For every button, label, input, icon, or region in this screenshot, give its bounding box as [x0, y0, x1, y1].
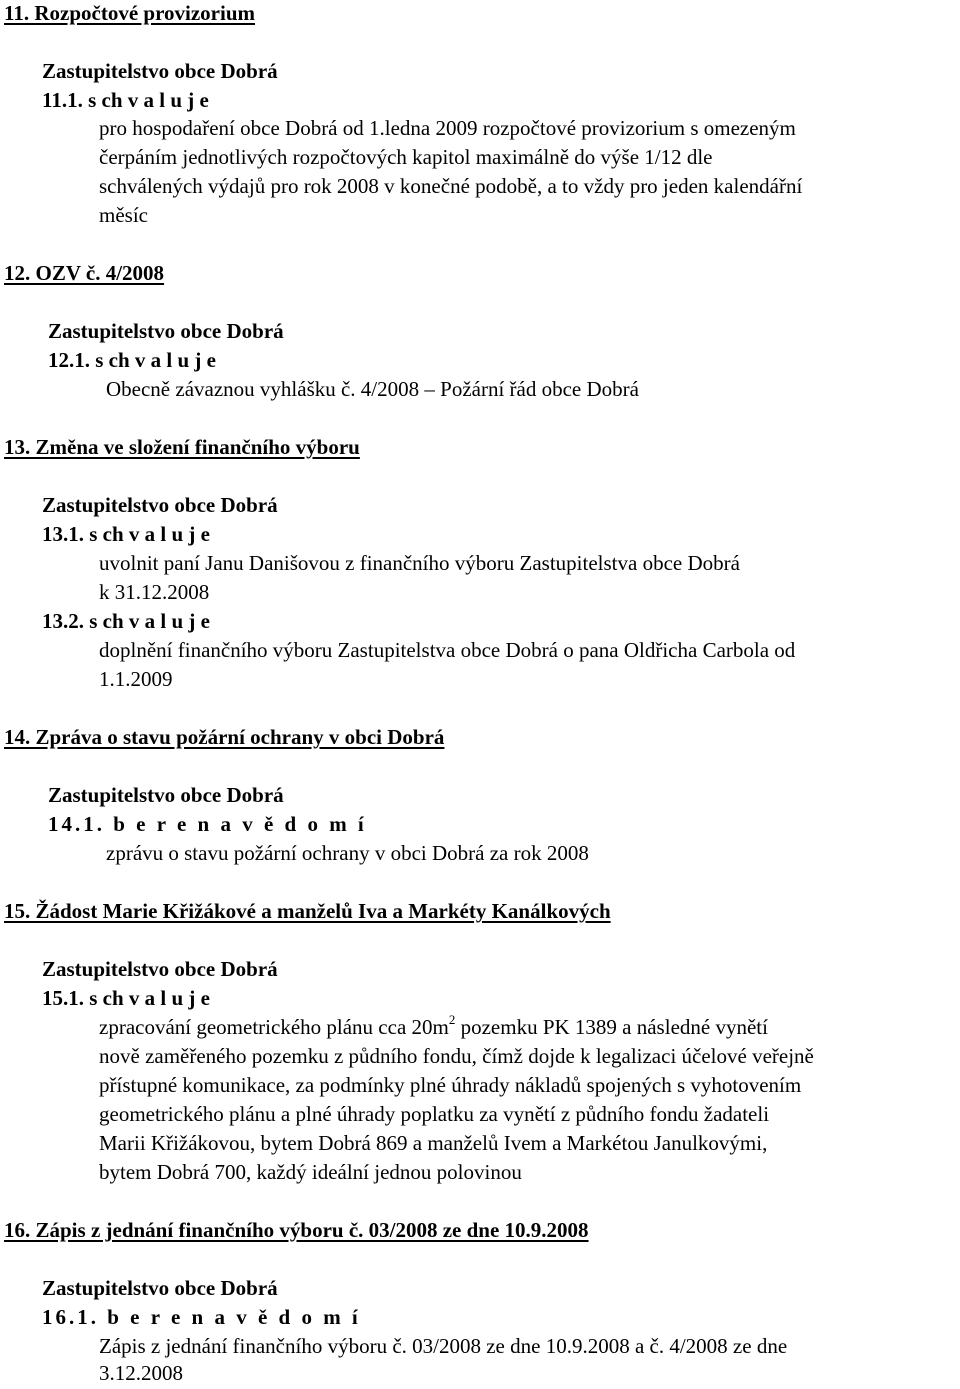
item-14-1-line: zprávu o stavu požární ochrany v obci Dobrá za rok 2008	[106, 841, 589, 865]
item-12-1-line: Obecně závaznou vyhlášku č. 4/2008 – Požární řád obce Dobrá	[106, 377, 639, 401]
item-15-1-line: Marii Křižákovou, bytem Dobrá 869 a manželů Ivem a Markétou Janulkovými,	[99, 1131, 768, 1155]
section-13-heading: 13. Změna ve složení finančního výboru	[4, 435, 360, 459]
item-15-1-text: pozemku PK 1389 a následné vynětí	[455, 1015, 768, 1039]
section-16-body: Zastupitelstvo obce Dobrá	[42, 1276, 278, 1300]
item-12-1-label: 12.1. s ch v a l u j e	[48, 348, 216, 372]
item-13-1-label: 13.1. s ch v a l u j e	[42, 522, 210, 546]
item-13-2-line: doplnění finančního výboru Zastupitelstva obce Dobrá o pana Oldřicha Carbola od	[99, 638, 796, 662]
item-16-1-line: 3.12.2008	[99, 1361, 183, 1385]
item-11-1-line: měsíc	[99, 203, 148, 227]
section-14-body: Zastupitelstvo obce Dobrá	[48, 783, 284, 807]
section-11-body: Zastupitelstvo obce Dobrá	[42, 59, 278, 83]
item-16-1-line: Zápis z jednání finančního výboru č. 03/2008 ze dne 10.9.2008 a č. 4/2008 ze dne	[99, 1334, 788, 1358]
item-15-1-text: zpracování geometrického plánu cca 20m	[99, 1015, 449, 1039]
section-15-heading: 15. Žádost Marie Křižákové a manželů Iva a Markéty Kanálkových	[4, 899, 611, 923]
item-13-1-line: k 31.12.2008	[99, 580, 210, 604]
item-15-1-line: přístupné komunikace, za podmínky plné úhrady nákladů spojených s vyhotovením	[99, 1073, 802, 1097]
item-15-1-line	[99, 1012, 768, 1039]
item-11-1-label: 11.1. s ch v a l u j e	[42, 88, 209, 112]
superscript: 2	[448, 1012, 456, 1027]
item-11-1-line: schválených výdajů pro rok 2008 v konečné podobě, a to vždy pro jeden kalendářní	[99, 174, 803, 198]
item-15-1-line: nově zaměřeného pozemku z půdního fondu, čímž dojde k legalizaci účelové veřejně	[99, 1044, 814, 1068]
section-16-heading: 16. Zápis z jednání finančního výboru č. 03/2008 ze dne 10.9.2008	[4, 1218, 589, 1242]
item-11-1-line: pro hospodaření obce Dobrá od 1.ledna 2009 rozpočtové provizorium s omezeným	[99, 116, 796, 140]
item-13-2-label: 13.2. s ch v a l u j e	[42, 609, 210, 633]
section-15-body: Zastupitelstvo obce Dobrá	[42, 957, 278, 981]
item-11-1-line: čerpáním jednotlivých rozpočtových kapitol maximálně do výše 1/12 dle	[99, 145, 713, 169]
section-13-body: Zastupitelstvo obce Dobrá	[42, 493, 278, 517]
item-13-1-line: uvolnit paní Janu Danišovou z finančního výboru Zastupitelstva obce Dobrá	[99, 551, 740, 575]
section-11-heading: 11. Rozpočtové provizorium	[4, 1, 255, 25]
item-16-1-label: 16.1. b e r e n a v ě d o m í	[42, 1305, 361, 1329]
section-12-body: Zastupitelstvo obce Dobrá	[48, 319, 284, 343]
item-15-1-line: bytem Dobrá 700, každý ideální jednou polovinou	[99, 1160, 522, 1184]
section-14-heading: 14. Zpráva o stavu požární ochrany v obci Dobrá	[4, 725, 445, 749]
section-12-heading: 12. OZV č. 4/2008	[4, 261, 165, 285]
item-15-1-label: 15.1. s ch v a l u j e	[42, 986, 210, 1010]
item-14-1-label: 14.1. b e r e n a v ě d o m í	[48, 812, 367, 836]
item-13-2-line: 1.1.2009	[99, 667, 173, 691]
item-15-1-line: geometrického plánu a plné úhrady poplatku za vynětí z půdního fondu žadateli	[99, 1102, 770, 1126]
